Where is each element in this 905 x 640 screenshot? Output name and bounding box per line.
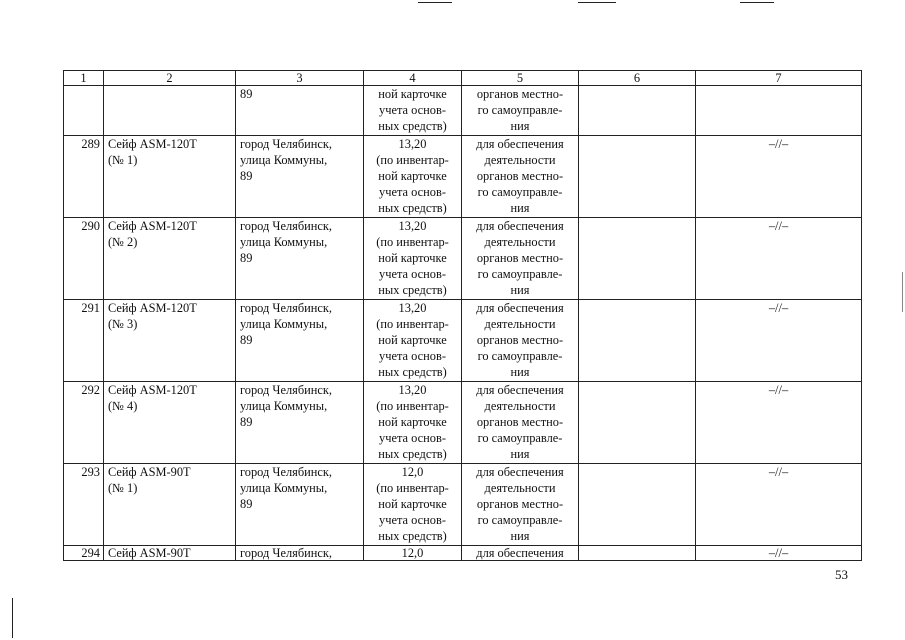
object-name (104, 135, 236, 217)
object-purpose-line: ния (510, 365, 530, 380)
object-value (364, 135, 462, 217)
continuation-purpose (462, 86, 579, 136)
object-purpose-line: для обеспечения (476, 382, 564, 397)
row-number: 289 (64, 135, 104, 217)
object-purpose-line: ния (510, 283, 530, 298)
object-address-line: улица Коммуны, (240, 316, 328, 331)
object-value-line: 13,20 (398, 300, 427, 315)
header-col-5: 5 (462, 71, 579, 86)
object-address-line: улица Коммуны, (240, 152, 328, 167)
table-row (64, 299, 862, 381)
object-purpose (462, 463, 579, 545)
object-value-line: 13,20 (398, 218, 427, 233)
column-6-cell (579, 135, 696, 217)
object-value-line: учета основ- (379, 349, 446, 364)
object-name-line: Сейф ASM-90T (108, 464, 191, 479)
object-purpose-line: деятельности (484, 398, 556, 413)
object-value-line: ных средств) (378, 201, 447, 216)
object-value-line: 13,20 (398, 136, 427, 151)
object-name-line: Сейф ASM-120T (108, 382, 197, 397)
header-row (64, 71, 862, 86)
object-purpose (462, 135, 579, 217)
property-register-table (63, 70, 862, 561)
object-value-line: учета основ- (379, 267, 446, 282)
ditto-note: –//– (696, 299, 862, 381)
continuation-value-line: ных средств) (378, 119, 447, 134)
header-col-2: 2 (104, 71, 236, 86)
object-value: 12,0 (364, 545, 462, 560)
object-address (236, 299, 364, 381)
object-value-line: ных средств) (378, 447, 447, 462)
object-value-line: учета основ- (379, 185, 446, 200)
object-value (364, 217, 462, 299)
object-name: Сейф ASM-90T (104, 545, 236, 560)
header-col-7: 7 (696, 71, 862, 86)
continuation-row (64, 86, 862, 136)
object-name (104, 217, 236, 299)
continuation-address-line: 89 (240, 87, 253, 101)
object-purpose (462, 381, 579, 463)
object-purpose-line: ния (510, 529, 530, 544)
object-value-line: ной карточке (378, 251, 447, 266)
continuation-value (364, 86, 462, 136)
header-col-6: 6 (579, 71, 696, 86)
object-purpose-line: для обеспечения (476, 464, 564, 479)
object-address-line: 89 (240, 497, 253, 512)
table-row (64, 381, 862, 463)
object-value-line: ной карточке (378, 333, 447, 348)
object-purpose-line: для обеспечения (476, 136, 564, 151)
header-col-3: 3 (236, 71, 364, 86)
column-6-cell (579, 463, 696, 545)
object-value-line: (по инвентар- (376, 398, 449, 413)
column-6-cell (579, 545, 696, 560)
ditto-note: –//– (696, 217, 862, 299)
object-address-line: город Челябинск, (240, 382, 333, 397)
object-value-line: ной карточке (378, 497, 447, 512)
object-value-line: (по инвентар- (376, 152, 449, 167)
object-value-line: (по инвентар- (376, 316, 449, 331)
object-name (104, 299, 236, 381)
scan-artifact-left-edge (12, 598, 13, 638)
continuation-note (696, 86, 862, 136)
object-name-line: (№ 1) (108, 152, 138, 167)
object-value-line: ной карточке (378, 169, 447, 184)
object-name (104, 381, 236, 463)
ditto-note: –//– (696, 381, 862, 463)
continuation-value-line: учета основ- (379, 103, 446, 118)
object-value-line: учета основ- (379, 513, 446, 528)
object-name-line: Сейф ASM-120T (108, 218, 197, 233)
object-address (236, 381, 364, 463)
continuation-purpose-line: го самоуправле- (477, 103, 563, 118)
object-purpose-line: деятельности (484, 480, 556, 495)
table-row (64, 463, 862, 545)
object-address-line: улица Коммуны, (240, 398, 328, 413)
object-purpose-line: деятельности (484, 234, 556, 249)
continuation-name (104, 86, 236, 136)
object-purpose-line: органов местно- (476, 169, 564, 184)
continuation-num (64, 86, 104, 136)
object-purpose-line: для обеспечения (476, 300, 564, 315)
object-purpose (462, 299, 579, 381)
object-name (104, 463, 236, 545)
object-value (364, 299, 462, 381)
object-name-line: (№ 1) (108, 480, 138, 495)
object-address-line: 89 (240, 333, 253, 348)
object-name-line: Сейф ASM-120T (108, 136, 197, 151)
scan-artifact-right-edge (902, 272, 903, 312)
row-number: 294 (64, 545, 104, 560)
continuation-value-line: ной карточке (378, 87, 447, 101)
object-purpose: для обеспечения (462, 545, 579, 560)
table-row (64, 135, 862, 217)
object-value-line: учета основ- (379, 431, 446, 446)
object-purpose-line: го самоуправле- (477, 185, 563, 200)
row-number: 293 (64, 463, 104, 545)
object-name-line: Сейф ASM-120T (108, 300, 197, 315)
object-purpose-line: деятельности (484, 316, 556, 331)
object-name-line: (№ 2) (108, 234, 138, 249)
object-purpose-line: го самоуправле- (477, 267, 563, 282)
row-number: 292 (64, 381, 104, 463)
object-address-line: город Челябинск, (240, 464, 333, 479)
scan-artifact-top-1 (418, 2, 452, 3)
object-purpose-line: го самоуправле- (477, 431, 563, 446)
header-col-4: 4 (364, 71, 462, 86)
object-address-line: 89 (240, 251, 253, 266)
row-number: 291 (64, 299, 104, 381)
object-address-line: улица Коммуны, (240, 234, 328, 249)
object-value-line: (по инвентар- (376, 480, 449, 495)
object-address-line: город Челябинск, (240, 300, 333, 315)
continuation-purpose-line: ния (510, 119, 530, 134)
object-purpose-line: органов местно- (476, 333, 564, 348)
object-name-line: (№ 3) (108, 316, 138, 331)
object-name-line: (№ 4) (108, 398, 138, 413)
object-value-line: (по инвентар- (376, 234, 449, 249)
object-address-line: улица Коммуны, (240, 480, 328, 495)
scan-artifact-top-2 (578, 2, 616, 3)
object-address (236, 135, 364, 217)
object-purpose-line: для обеспечения (476, 218, 564, 233)
object-purpose (462, 217, 579, 299)
object-value-line: 12,0 (401, 464, 424, 479)
object-address-line: город Челябинск, (240, 136, 333, 151)
object-value-line: ных средств) (378, 283, 447, 298)
object-purpose-line: органов местно- (476, 497, 564, 512)
object-address: город Челябинск, (236, 545, 364, 560)
object-purpose-line: ния (510, 201, 530, 216)
object-value-line: ных средств) (378, 529, 447, 544)
page-number: 53 (835, 567, 848, 582)
column-6-cell (579, 217, 696, 299)
ditto-note: –//– (696, 463, 862, 545)
object-purpose-line: ния (510, 447, 530, 462)
column-6-cell (579, 381, 696, 463)
object-address-line: город Челябинск, (240, 218, 333, 233)
object-value (364, 381, 462, 463)
object-purpose-line: го самоуправле- (477, 349, 563, 364)
ditto-note: –//– (696, 135, 862, 217)
object-address-line: 89 (240, 169, 253, 184)
object-purpose-line: органов местно- (476, 251, 564, 266)
scan-artifact-top-3 (740, 2, 774, 3)
object-purpose-line: деятельности (484, 152, 556, 167)
column-6-cell (579, 299, 696, 381)
row-number: 290 (64, 217, 104, 299)
object-value-line: 13,20 (398, 382, 427, 397)
continuation-col6 (579, 86, 696, 136)
table-row-cut (64, 545, 862, 560)
object-value (364, 463, 462, 545)
header-col-1: 1 (64, 71, 104, 86)
object-address (236, 463, 364, 545)
object-address-line: 89 (240, 415, 253, 430)
ditto-note: –//– (696, 545, 862, 560)
table-row (64, 217, 862, 299)
continuation-purpose-line: органов местно- (476, 87, 564, 101)
object-purpose-line: органов местно- (476, 415, 564, 430)
object-address (236, 217, 364, 299)
object-value-line: ных средств) (378, 365, 447, 380)
continuation-address (236, 86, 364, 136)
object-value-line: ной карточке (378, 415, 447, 430)
object-purpose-line: го самоуправле- (477, 513, 563, 528)
